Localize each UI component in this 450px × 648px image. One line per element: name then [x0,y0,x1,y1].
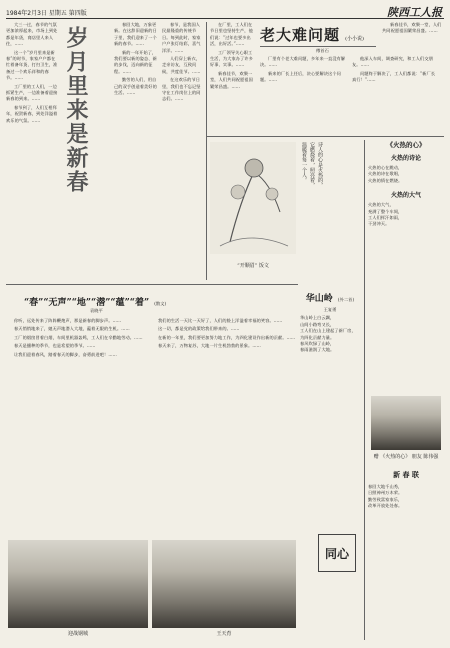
spring-couplets [368,470,444,640]
paragraph: 他深入车间，调查研究，和工人们交朋友。…… [352,56,433,68]
essay-author: 袁晓平 [90,308,103,313]
huashan-poem [300,286,360,526]
paragraph: 工厂的烟囱冒着白烟，车间里机器轰鸣，工人们在辛勤地劳动。…… [14,334,143,340]
poem-line: 干劲冲天。 [368,221,390,227]
couplet-line: 日照神州万木荣。 [368,490,403,496]
huashan-author: 王复勇 [323,307,337,312]
couplets-title: 新 春 联 [393,470,419,479]
poem-line: 为四化贡献力量。 [300,334,335,340]
column-divider [206,22,207,280]
seal-text: 同心 [324,546,349,561]
paragraph: 勤劳的人们，用自己的双手创造着美好的生活。…… [114,77,157,96]
feature-title-block [62,26,112,254]
paragraph: 新来的厂长上任后，决心要解决这个问题。…… [260,70,341,83]
bottom-photo-left [8,540,148,640]
paragraph: 工厂领导关心职工生活，为大家办了许多好事、实事。…… [210,49,253,68]
paragraph: 春节，是我国人民最隆重的传统节日。每到此时，家家户户张灯结彩，喜气洋洋。…… [162,22,201,53]
paragraph: 在新的一年里，我们要更加努力地工作，为四化建设作出新的贡献。…… [158,334,296,340]
paragraph: 这一个“岁月里来是新春”的时节，家家户户都在忙着备年货，打扫卫生，准备过一个欢乐祥和的春节。…… [6,49,58,81]
portrait-photo [371,396,441,450]
poem-line: 工人们在山上建起了新厂房， [300,328,356,334]
right-poem-2 [368,202,444,228]
right-poem-title-2: 火热的大气 [390,192,421,200]
workers-photo [152,540,296,628]
paragraph: 春回大地，万象更新。在这辞旧迎新的日子里，我们迎来了一个新的春节。…… [114,22,157,47]
feature-title: 岁月里来是新春 [63,26,89,194]
paragraph: 春节到了，人们互相拜年，祝贺新春，到处洋溢着欢乐的气氛。…… [6,104,58,123]
huashan-subtitle: (外二首) [337,297,355,302]
poem-line: 火热的情在燃烧。 [368,177,403,183]
couplet-line: 改革开放处处春。 [368,503,403,509]
couplets-body [368,484,444,510]
paragraph: 新春佳节，欢聚一堂，人们共同祝愿祖国繁荣昌盛。…… [210,70,253,89]
factory-photo [8,540,148,628]
paragraph: 在厂里，工人们在节日里也坚持生产，他们说：“过年也要多出活，出好活。”…… [210,22,253,47]
seal-stamp [318,534,356,572]
flower-illustration [210,142,296,254]
essay-subtitle: (散文) [154,301,167,306]
story-author: 傅首石 [316,48,329,53]
paragraph: 春天来了，万物复苏，大地一片生机勃勃的景象。…… [158,343,261,349]
bottom-photo-left-caption: 迎战钢城 [67,631,88,637]
poem-line: 春雨滋润了大地。 [300,347,335,353]
horizontal-divider [6,284,298,285]
poem-line: 山间小路弯又长， [300,321,335,327]
poem-line: 春风吹绿了山岭， [300,341,335,347]
poem-vertical-title: 《火热的心》 [386,141,426,149]
paragraph: 新春佳节，欢聚一堂，人们共同祝愿祖国繁荣昌盛。…… [382,22,442,34]
paragraph: 在这欢乐的节日里，我们也不忘记坚守在工作岗位上的同志们。…… [162,77,201,102]
bottom-photo-right-caption: 王天育 [216,631,232,637]
poem-line: 火热的大气， [368,202,394,208]
illustration-caption: “开顺眉” 饭文 [237,263,269,269]
paragraph: 你听，远处传来了阵阵鞭炮声，那是新春的脚步声。…… [14,318,122,323]
paragraph: 让我们迎着春风，踏着春天的脚步，奋勇前进吧！…… [14,351,117,357]
column-3 [162,22,204,272]
bottom-photo-right [152,540,296,640]
story-subtitle: (小小说) [345,36,365,42]
poem-line: 它燃烧着，照亮着， [309,142,315,188]
essay-title-block [24,290,194,306]
paragraph: 工厂里的工人们，一边抓紧生产，一边准备着迎接新春的到来。…… [6,83,58,102]
poem-line: 温暖着每一个人。 [301,142,307,183]
horizontal-divider [206,136,444,137]
page-header [6,6,444,19]
issue-date: 1984年2月3日 星期五 第四版 [6,10,87,17]
poem-line: 诗人的心是火热的， [317,142,323,188]
poem-line: 工人们挥汗如雨， [368,215,403,221]
essay-title: “春”“无声”“地”“潜”“蕴”“着” [24,298,150,308]
right-image-caption: 赠 《火热的心》 朋友 陈伟强 [373,454,439,460]
right-image-block [368,396,444,466]
right-poem-column [368,140,444,390]
paragraph: 新的一年开始了，我们要以新的姿态、新的步伐，迈向新的征程。…… [114,49,157,74]
paragraph: 我们的生活一天比一天好了，人们的脸上洋溢着幸福的笑容。…… [158,318,283,323]
story-body [260,56,438,132]
poem-line: 华山岭上白云飘， [300,315,335,321]
paragraph: 大三一过，春节的气氛更加浓厚起来，市场上到处都是年货，商店里人来人往，…… [6,22,58,47]
column-2 [114,22,160,272]
lower-middle-column [150,318,296,538]
couplet-line: 勤劳致富家家乐， [368,496,403,502]
huashan-title: 华山岭 [305,294,333,304]
story-side-column [382,22,442,56]
right-poem-1 [368,165,444,184]
essay-body [6,318,146,538]
paragraph: 人们穿上新衣，走亲访友，互致问候，共度佳节。…… [162,56,201,74]
vertical-poem-block [300,142,360,278]
illustration-block [210,142,296,270]
right-poem-title-1: 火热的诗论 [390,155,421,162]
column-divider [364,140,365,640]
poem-line: 充满了整个车间， [368,208,403,214]
poem-lines [300,142,324,272]
story-title: 老大难问题 [260,26,341,44]
paragraph: 厂里有个老大难问题，多年来一直没有解决。…… [260,56,346,68]
poem-line: 火热的诗在歌唱， [368,171,403,177]
newspaper-name: 陕西工人报 [387,6,442,19]
story-title-block [260,24,376,47]
poem-line: 火热的心在跳动， [368,165,403,170]
huashan-title-row [300,286,360,305]
paragraph: 春天悄悄地来了，她无声地潜入大地，蕴着无限的生机。…… [14,326,130,332]
couplet-line: 春回大地千山秀， [368,484,403,489]
huashan-lines [300,315,360,353]
paragraph: 问题终于解决了，工人们都说：“新厂长真行！”…… [352,70,436,83]
paragraph: 春天是播种的季节，也是希望的季节。…… [14,343,96,349]
paragraph: 这一切，都是党的政策给我们带来的。…… [158,326,240,332]
